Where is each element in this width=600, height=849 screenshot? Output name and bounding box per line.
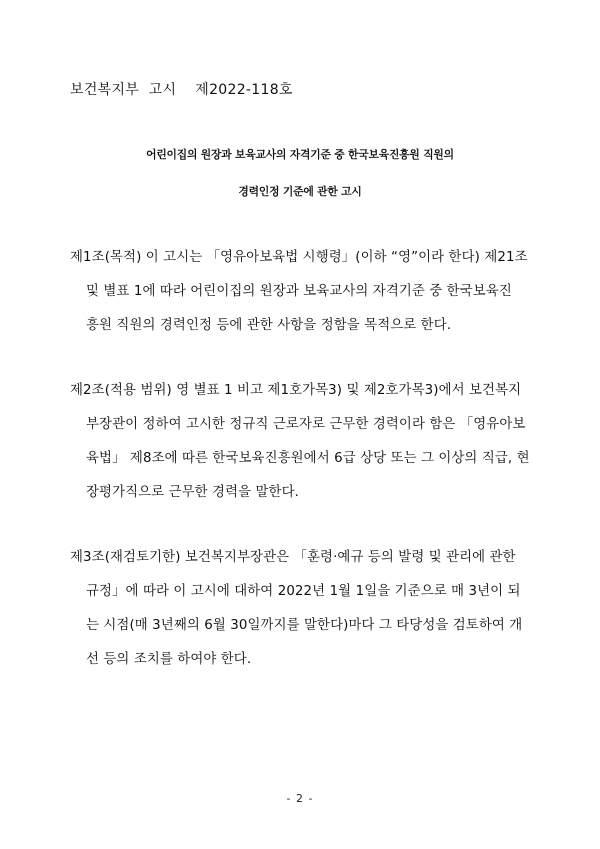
document-title-line-2: 경력인정 기준에 관한 고시	[238, 185, 362, 198]
article-3-line-2: 규정」에 따라 이 고시에 대하여 2022년 1월 1일을 기준으로 매 3년이 되	[86, 584, 521, 599]
article-2-line-1: 제2조(적용 범위) 영 별표 1 비고 제1호가목3) 및 제2호가목3)에서 보건복지	[70, 383, 522, 398]
article-1-line-3: 흥원 직원의 경력인정 등에 관한 사항을 정함을 목적으로 한다.	[86, 318, 452, 333]
document-title-line-1: 어린이집의 원장과 보육교사의 자격기준 중 한국보육진흥원 직원의	[146, 148, 454, 161]
article-1-line-2: 및 별표 1에 따라 어린이집의 원장과 보육교사의 자격기준 중 한국보육진	[86, 284, 512, 299]
notice-number: 보건복지부 고시 제2022-118호	[70, 82, 293, 98]
article-3-line-3: 는 시점(매 3년째의 6월 30일까지를 말한다)마다 그 타당성을 검토하여 개	[86, 618, 523, 633]
article-1-line-1: 제1조(목적) 이 고시는 「영유아보육법 시행령」(이하 “영”이라 한다) 제21조	[70, 250, 528, 265]
article-3-line-1: 제3조(재검토기한) 보건복지부장관은 「훈령·예규 등의 발령 및 관리에 관한	[70, 550, 516, 565]
article-2-line-4: 장평가직으로 근무한 경력을 말한다.	[86, 485, 299, 500]
page-number: - 2 -	[286, 792, 314, 805]
article-2-line-3: 육법」 제8조에 따른 한국보육진흥원에서 6급 상당 또는 그 이상의 직급, 현	[86, 451, 530, 466]
article-3-line-4: 선 등의 조치를 하여야 한다.	[86, 652, 252, 667]
article-2-line-2: 부장관이 정하여 고시한 정규직 근로자로 근무한 경력이라 함은 「영유아보	[86, 417, 526, 432]
